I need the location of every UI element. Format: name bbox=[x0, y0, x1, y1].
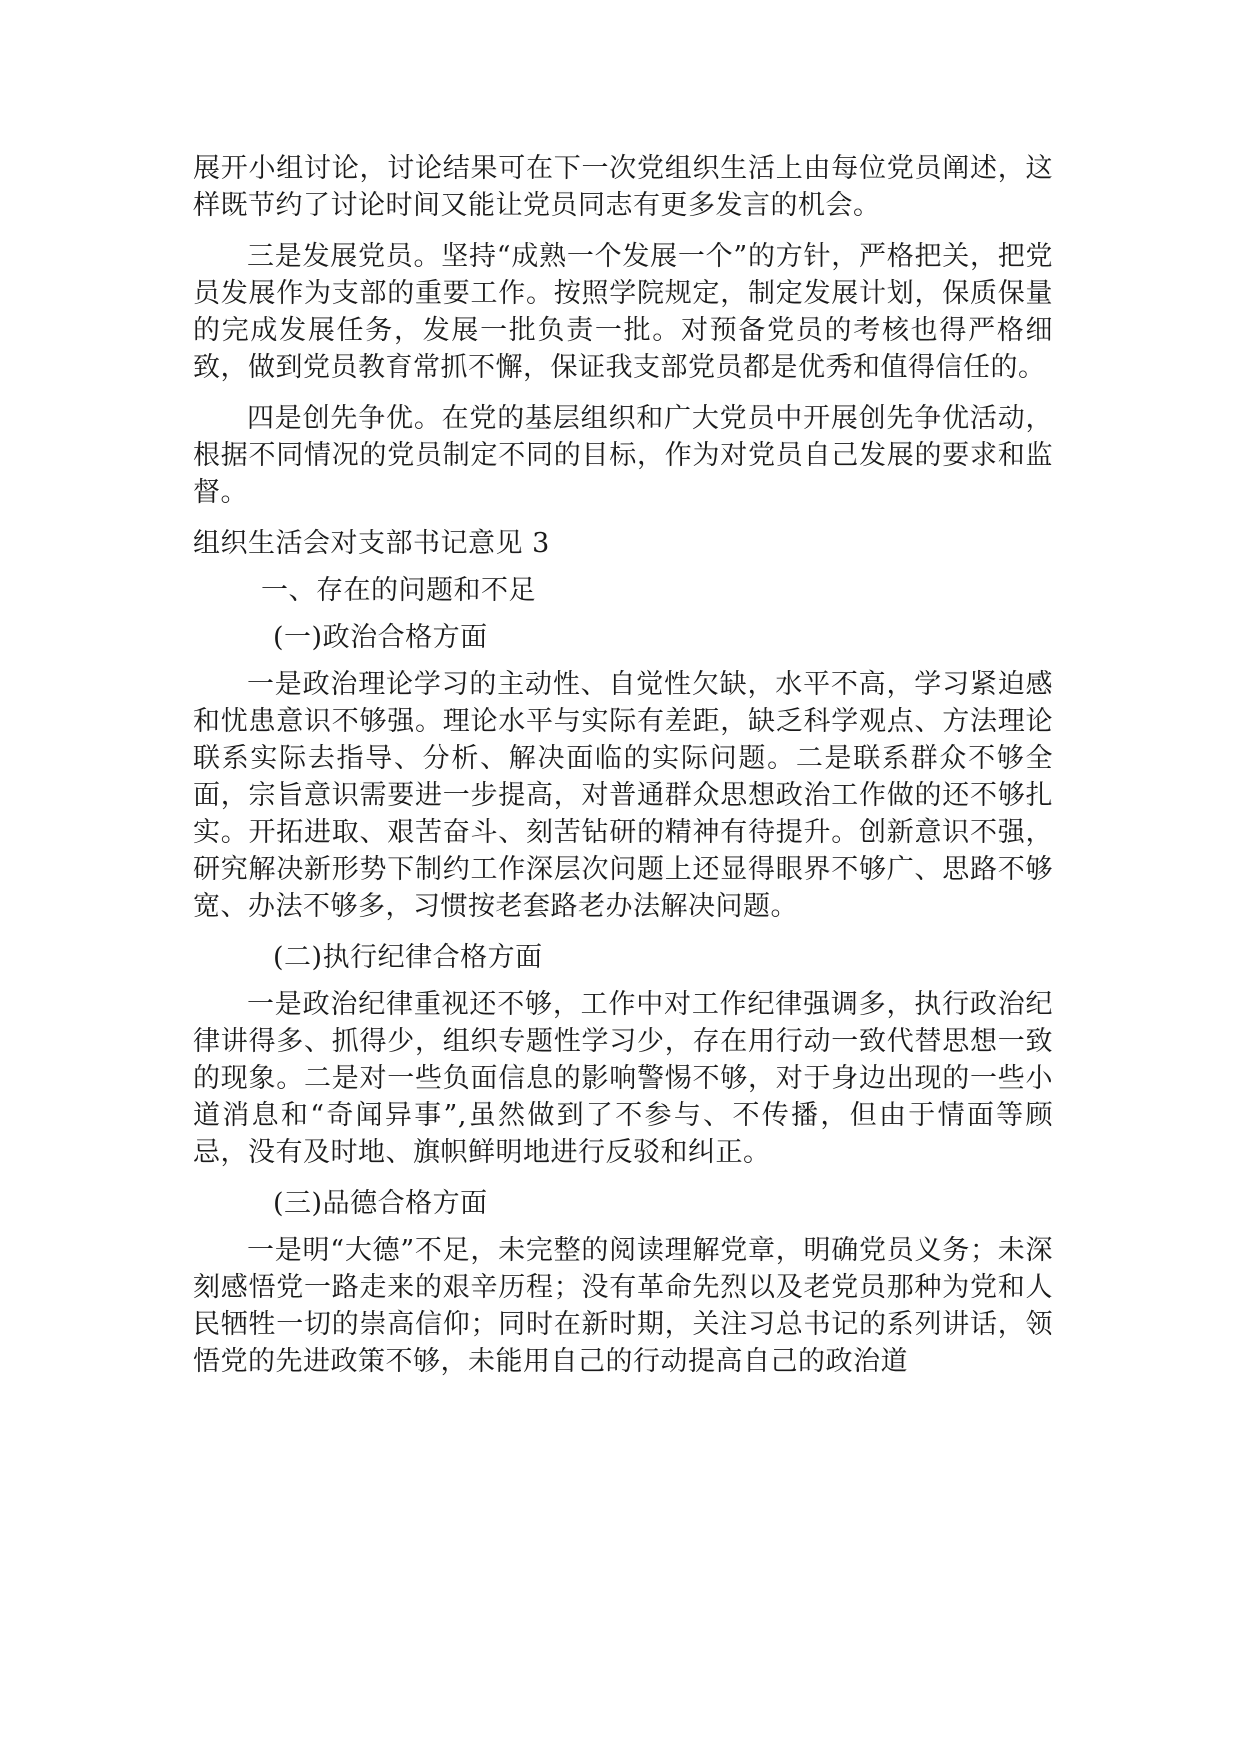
paragraph-continuation: 展开小组讨论，讨论结果可在下一次党组织生活上由每位党员阐述，这样既节约了讨论时间又能让党员同志有更多发言的机会。 bbox=[193, 153, 1053, 221]
subheading-discipline: (二)执行纪律合格方面 bbox=[273, 942, 543, 973]
subheading-morality: (三)品德合格方面 bbox=[273, 1188, 488, 1219]
document-body bbox=[193, 150, 1053, 1394]
section-title: 组织生活会对支部书记意见 3 bbox=[193, 528, 550, 559]
subheading-political: (一)政治合格方面 bbox=[273, 622, 488, 653]
paragraph-strive-excellence: 四是创先争优。在党的基层组织和广大党员中开展创先争优活动，根据不同情况的党员制定不同的目标，作为对党员自己发展的要求和监督。 bbox=[193, 403, 1053, 508]
paragraph-political: 一是政治理论学习的主动性、自觉性欠缺，水平不高，学习紧迫感和忧患意识不够强。理论水平与实际有差距，缺乏科学观点、方法理论联系实际去指导、分析、解决面临的实际问题。二是联系群众不够全面，宗旨意识需要进一步提高，对普通群众思想政治工作做的还不够扎实。开拓进取、艰苦奋斗、刻苦钻研的精神有待提升。创新意识不强，研究解决新形势下制约工作深层次问题上还显得眼界不够广、思路不够宽、办法不够多，习惯按老套路老办法解决问题。 bbox=[193, 669, 1053, 922]
paragraph-develop-members: 三是发展党员。坚持“成熟一个发展一个”的方针，严格把关，把党员发展作为支部的重要工作。按照学院规定，制定发展计划，保质保量的完成发展任务，发展一批负责一批。对预备党员的考核也得严格细致，做到党员教育常抓不懈，保证我支部党员都是优秀和值得信任的。 bbox=[193, 241, 1053, 383]
heading-problems: 一、存在的问题和不足 bbox=[261, 575, 536, 606]
paragraph-discipline: 一是政治纪律重视还不够，工作中对工作纪律强调多，执行政治纪律讲得多、抓得少，组织专题性学习少，存在用行动一致代替思想一致的现象。二是对一些负面信息的影响警惕不够，对于身边出现的一些小道消息和“奇闻异事”,虽然做到了不参与、不传播，但由于情面等顾忌，没有及时地、旗帜鲜明地进行反驳和纠正。 bbox=[193, 989, 1053, 1168]
paragraph-morality: 一是明“大德”不足，未完整的阅读理解党章，明确党员义务；未深刻感悟党一路走来的艰辛历程；没有革命先烈以及老党员那种为党和人民牺牲一切的崇高信仰；同时在新时期，关注习总书记的系列讲话，领悟党的先进政策不够，未能用自己的行动提高自己的政治道 bbox=[193, 1235, 1053, 1377]
